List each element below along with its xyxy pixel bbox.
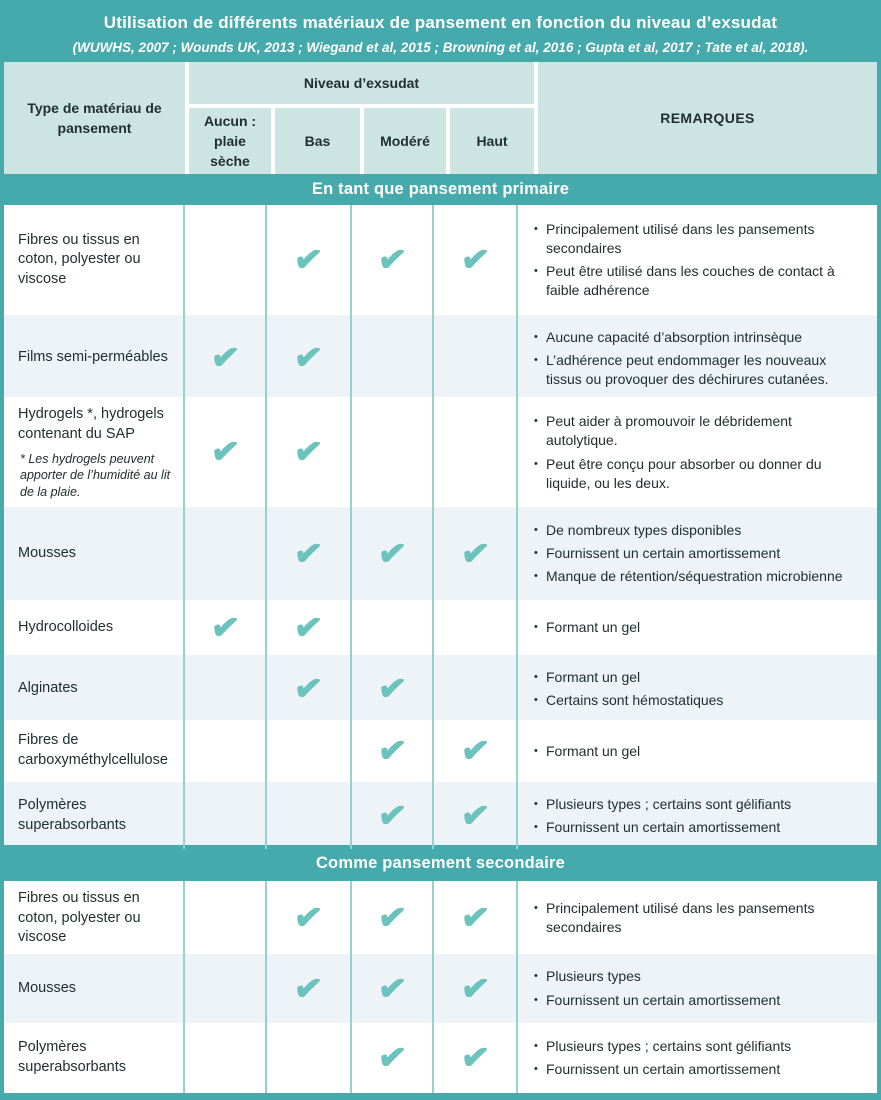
material-name: Hydrocolloides [18,618,114,635]
table-row [4,782,877,845]
check-cell-haut [434,397,518,508]
check-icon: ✔ [458,533,492,574]
check-icon: ✔ [292,668,325,710]
check-cell-bas [267,720,352,782]
check-cell-aucun [185,782,267,849]
check-cell-aucun [185,205,267,315]
material-name: Fibres ou tissus en coton, polyester ou viscose [18,890,141,946]
remark-item: • Peut être utilisé dans les couches de contact à faible adhérence [534,262,865,300]
table-row [4,954,877,1023]
material-cell [4,315,185,401]
header-level-aucun: Aucun : plaie sèche [189,108,271,174]
check-cell-modere [352,782,434,849]
remark-item: • De nombreux types disponibles [534,521,865,540]
check-icon: ✔ [292,533,325,574]
check-cell-haut [434,507,518,600]
table-row [4,1023,877,1093]
check-icon: ✔ [208,432,242,473]
check-cell-haut [434,954,518,1023]
remark-item: • Fournissent un certain amortissement [534,818,865,837]
page-title: Utilisation de différents matériaux de pansement en fonction du niveau d’exsudat [103,13,778,32]
check-icon: ✔ [375,795,409,837]
remarks-cell [518,205,877,315]
remarks-cell [518,954,877,1023]
table-row [4,507,877,600]
check-cell-aucun [185,954,267,1023]
check-icon: ✔ [208,607,242,648]
check-cell-aucun [185,600,267,655]
header-level-bas: Bas [275,108,360,174]
check-icon: ✔ [208,337,242,379]
check-icon: ✔ [375,533,409,574]
material-name: Fibres ou tissus en coton, polyester ou viscose [18,231,141,287]
material-cell [4,1023,185,1093]
remark-item: • Formant un gel [534,668,865,687]
check-icon: ✔ [375,897,409,939]
remark-item: • Principalement utilisé dans les pansements secondaires [534,899,865,937]
table-row [4,720,877,782]
remarks-cell [518,315,877,401]
material-name: Polymères superabsorbants [18,1039,127,1075]
remarks-cell [518,720,877,782]
check-cell-haut [434,655,518,722]
material-note: * Les hydrogels peuvent apporter de l’humidité au lit de la plaie. [20,452,171,499]
check-cell-haut [434,881,518,956]
remark-item: • Formant un gel [534,742,865,761]
check-icon: ✔ [458,730,492,772]
remarks-cell [518,881,877,956]
material-name: Alginates [18,679,78,696]
check-cell-bas [267,397,352,508]
header-exudate-level-group: Niveau d’exsudat [189,62,534,104]
remark-item: • L’adhérence peut endommager les nouveaux tissus ou provoquer des déchirures cutanées. [534,351,865,389]
check-icon: ✔ [458,795,492,837]
remarks-cell [518,782,877,849]
check-cell-aucun [185,315,267,401]
check-cell-bas [267,881,352,956]
check-cell-aucun [185,881,267,956]
table-row [4,655,877,720]
remarks-cell [518,1023,877,1093]
check-icon: ✔ [458,1037,492,1079]
citation-line: (WUWHS, 2007 ; Wounds UK, 2013 ; Wiegand et al, 2015 ; Browning et al, 2016 ; Gupta et al, 2017 ; Tate et al, 2018). [72,40,809,55]
material-cell [4,397,185,508]
header-level-haut: Haut [450,108,534,174]
remark-item: • Aucune capacité d’absorption intrinsèque [534,328,865,347]
table-row [4,881,877,954]
table-row [4,205,877,315]
material-cell [4,655,185,722]
check-cell-bas [267,954,352,1023]
check-icon: ✔ [458,239,492,281]
material-name: Mousses [18,979,77,996]
check-cell-haut [434,315,518,401]
check-cell-modere [352,720,434,782]
check-icon: ✔ [375,730,409,772]
check-cell-haut [434,205,518,315]
table-row [4,315,877,397]
section-header-secondary: Comme pansement secondaire [4,845,877,881]
check-cell-aucun [185,1023,267,1093]
check-cell-bas [267,655,352,722]
header-remarks: REMARQUES [538,62,877,174]
check-cell-modere [352,205,434,315]
check-icon: ✔ [292,239,325,281]
remark-item: • Fournissent un certain amortissement [534,1060,865,1079]
remarks-cell [518,600,877,655]
remark-item: • Peut être conçu pour absorber ou donner du liquide, ou les deux. [534,455,865,493]
check-cell-bas [267,600,352,655]
remark-item: • Principalement utilisé dans les pansements secondaires [534,220,865,258]
check-cell-modere [352,881,434,956]
remark-item: • Manque de rétention/séquestration microbienne [534,567,865,586]
material-name: Fibres de carboxyméthylcellulose [18,732,168,768]
table-row [4,600,877,655]
remark-item: • Certains sont hémostatiques [534,691,865,710]
check-cell-haut [434,720,518,782]
check-icon: ✔ [375,968,409,1009]
header-level-modere: Modéré [364,108,446,174]
remarks-cell [518,507,877,600]
check-cell-modere [352,397,434,508]
table-row [4,397,877,507]
material-cell [4,881,185,956]
check-cell-haut [434,1023,518,1093]
check-cell-haut [434,782,518,849]
header-material: Type de matériau de pansement [4,62,185,174]
remark-item: • Peut aider à promouvoir le débridement autolytique. [534,412,865,450]
check-cell-aucun [185,720,267,782]
check-icon: ✔ [375,1037,409,1079]
check-cell-modere [352,655,434,722]
material-name: Hydrogels *, hydrogels contenant du SAP [18,406,164,442]
table-title-band [4,4,877,62]
check-icon: ✔ [292,337,325,379]
remark-item: • Plusieurs types ; certains sont gélifiants [534,795,865,814]
material-cell [4,720,185,782]
check-icon: ✔ [292,607,325,648]
check-cell-bas [267,507,352,600]
check-icon: ✔ [375,239,409,281]
check-cell-bas [267,315,352,401]
remark-item: • Plusieurs types [534,967,865,986]
remark-item: • Fournissent un certain amortissement [534,991,865,1010]
check-cell-modere [352,1023,434,1093]
material-cell [4,782,185,849]
check-cell-bas [267,205,352,315]
check-icon: ✔ [458,897,492,939]
remarks-cell [518,397,877,508]
material-cell [4,600,185,655]
column-header [4,62,877,174]
check-cell-aucun [185,397,267,508]
material-name: Polymères superabsorbants [18,797,127,833]
material-name: Mousses [18,544,77,561]
material-cell [4,954,185,1023]
check-cell-modere [352,507,434,600]
check-cell-aucun [185,655,267,722]
check-icon: ✔ [292,897,325,939]
remark-item: • Plusieurs types ; certains sont gélifiants [534,1037,865,1056]
check-cell-aucun [185,507,267,600]
check-cell-haut [434,600,518,655]
check-cell-bas [267,782,352,849]
check-cell-modere [352,954,434,1023]
remarks-cell [518,655,877,722]
check-icon: ✔ [292,968,325,1009]
check-cell-modere [352,315,434,401]
check-icon: ✔ [375,668,409,710]
remark-item: • Formant un gel [534,618,865,637]
material-name: Films semi-perméables [18,349,168,366]
check-icon: ✔ [292,432,325,473]
check-icon: ✔ [458,968,492,1009]
check-cell-modere [352,600,434,655]
check-cell-bas [267,1023,352,1093]
material-cell [4,205,185,315]
section-header-primary: En tant que pansement primaire [4,174,877,205]
material-cell [4,507,185,600]
remark-item: • Fournissent un certain amortissement [534,544,865,563]
